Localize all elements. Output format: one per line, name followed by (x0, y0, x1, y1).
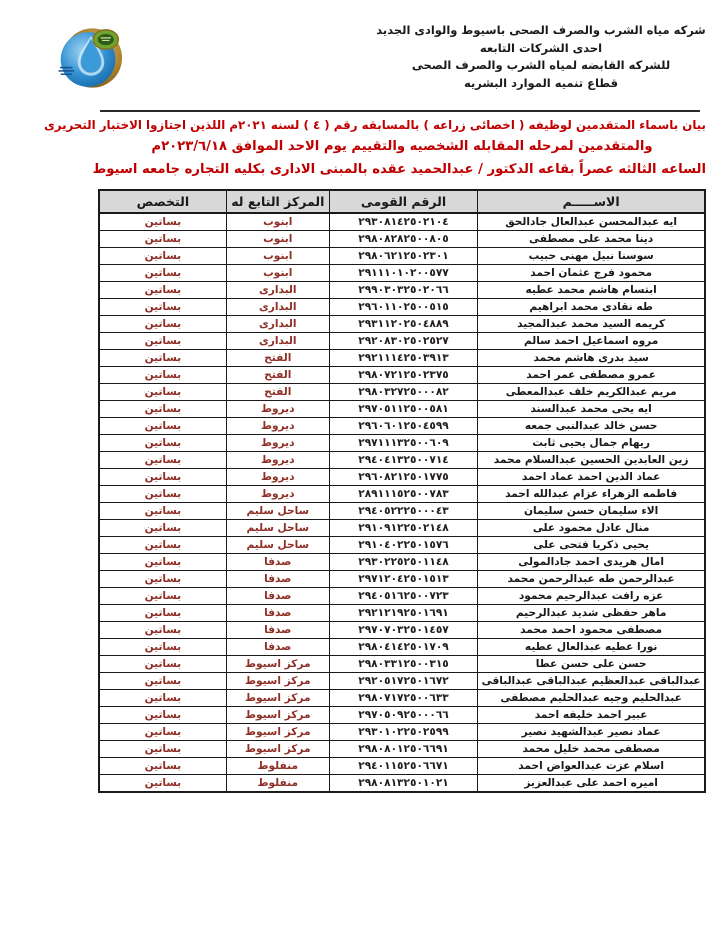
cell-specialization: بساتين (99, 469, 226, 486)
announcement-title-block (43, 115, 706, 181)
cell-name: فاطمه الزهراء عزام عبدالله احمد (478, 486, 705, 503)
cell-name: زين العابدين الحسين عبدالسلام محمد (478, 452, 705, 469)
cell-national-id: ٢٩٨٠٦٢١٢٥٠٢٣٠١ (329, 248, 477, 265)
column-header-national-id: الرقم القومى (329, 190, 477, 213)
cell-national-id: ٢٩٧١٢٠٤٢٥٠١٥١٣ (329, 571, 477, 588)
cell-national-id: ٢٩٢١٢١٩٢٥٠١٦٩١ (329, 605, 477, 622)
table-row (99, 384, 705, 401)
cell-center: ديروط (226, 452, 329, 469)
cell-center: مركز اسيوط (226, 656, 329, 673)
table-row (99, 520, 705, 537)
cell-specialization: بساتين (99, 758, 226, 775)
table-row (99, 588, 705, 605)
cell-center: ديروط (226, 401, 329, 418)
cell-name: الاء سليمان حسن سليمان (478, 503, 705, 520)
cell-national-id: ٢٩٣٠٨١٤٢٥٠٢١٠٤ (329, 213, 477, 231)
cell-name: نورا عطيه عبدالعال عطيه (478, 639, 705, 656)
cell-specialization: بساتين (99, 452, 226, 469)
cell-specialization: بساتين (99, 384, 226, 401)
cell-national-id: ٢٩٧٠٥٠٩٢٥٠٠٠٦٦ (329, 707, 477, 724)
cell-center: البدارى (226, 333, 329, 350)
applicants-table-body (99, 213, 705, 792)
header-row (99, 190, 705, 213)
table-row (99, 605, 705, 622)
table-row (99, 435, 705, 452)
cell-specialization: بساتين (99, 571, 226, 588)
cell-name: عمرو مصطفى عمر احمد (478, 367, 705, 384)
cell-center: مركز اسيوط (226, 707, 329, 724)
cell-specialization: بساتين (99, 707, 226, 724)
cell-center: صدفا (226, 605, 329, 622)
cell-center: صدفا (226, 554, 329, 571)
cell-name: دينا محمد على مصطفى (478, 231, 705, 248)
cell-national-id: ٢٩٣١١٢٠٢٥٠٤٨٨٩ (329, 316, 477, 333)
cell-name: مريم عبدالكريم خلف عبدالمعطى (478, 384, 705, 401)
cell-national-id: ٢٩٣٠١٠٢٢٥٠٢٥٩٩ (329, 724, 477, 741)
cell-name: اميره احمد على عبدالعزيز (478, 775, 705, 793)
column-header-specialization: التخصص (99, 190, 226, 213)
cell-name: ريهام جمال يحيى ثابت (478, 435, 705, 452)
table-row (99, 775, 705, 793)
cell-name: عبدالحليم وجيه عبدالحليم مصطفى (478, 690, 705, 707)
cell-specialization: بساتين (99, 690, 226, 707)
cell-name: مروه اسماعيل احمد سالم (478, 333, 705, 350)
header-divider-line (100, 110, 700, 112)
cell-specialization: بساتين (99, 537, 226, 554)
cell-specialization: بساتين (99, 299, 226, 316)
cell-national-id: ٢٩٦٠٦٠١٢٥٠٤٥٩٩ (329, 418, 477, 435)
table-row (99, 571, 705, 588)
table-row (99, 503, 705, 520)
cell-national-id: ٢٩٧١١١٣٢٥٠٠٦٠٩ (329, 435, 477, 452)
table-row (99, 213, 705, 231)
table-row (99, 690, 705, 707)
cell-name: عبير احمد خليفه احمد (478, 707, 705, 724)
cell-center: ديروط (226, 469, 329, 486)
cell-national-id: ٢٩٨٠٣٢٧٢٥٠٠٠٨٢ (329, 384, 477, 401)
table-row (99, 452, 705, 469)
table-row (99, 231, 705, 248)
table-row (99, 248, 705, 265)
cell-name: امال هريدى احمد جادالمولى (478, 554, 705, 571)
cell-name: منال عادل محمود على (478, 520, 705, 537)
cell-name: حسن على حسن عطا (478, 656, 705, 673)
cell-name: سوسنا نبيل مهنى حبيب (478, 248, 705, 265)
cell-specialization: بساتين (99, 418, 226, 435)
cell-specialization: بساتين (99, 213, 226, 231)
cell-specialization: بساتين (99, 554, 226, 571)
cell-national-id: ٢٩١٠٤٠٢٢٥٠١٥٧٦ (329, 537, 477, 554)
cell-national-id: ٢٩١١١٠١٠٢٠٠٥٧٧ (329, 265, 477, 282)
table-row (99, 316, 705, 333)
cell-specialization: بساتين (99, 503, 226, 520)
cell-center: ابنوب (226, 265, 329, 282)
cell-national-id: ٢٩١٠٩١٢٢٥٠٢١٤٨ (329, 520, 477, 537)
cell-name: طه نقادى محمد ابراهيم (478, 299, 705, 316)
table-row (99, 537, 705, 554)
cell-specialization: بساتين (99, 435, 226, 452)
announcement-line-2: والمتقدمين لمرحله المقابله الشخصيه والتقييم يوم الاحد الموافق ٢٠٢٣/٦/١٨م (151, 139, 653, 154)
cell-name: ماهر حفظى شديد عبدالرحيم (478, 605, 705, 622)
cell-center: ساحل سليم (226, 520, 329, 537)
cell-national-id: ٢٩٤٠٥٢٢٢٥٠٠٠٤٣ (329, 503, 477, 520)
table-row (99, 265, 705, 282)
cell-name: اسلام عزت عبدالعواض احمد (478, 758, 705, 775)
table-row (99, 724, 705, 741)
column-header-name: الاســـــم (478, 190, 705, 213)
table-row (99, 741, 705, 758)
cell-center: صدفا (226, 622, 329, 639)
cell-national-id: ٢٩٨٠٤١٤٢٥٠١٧٠٩ (329, 639, 477, 656)
cell-national-id: ٢٨٩١١١٥٢٥٠٠٧٨٣ (329, 486, 477, 503)
cell-center: الفتح (226, 350, 329, 367)
table-row (99, 367, 705, 384)
cell-specialization: بساتين (99, 248, 226, 265)
cell-center: البدارى (226, 282, 329, 299)
announcement-line-1: بيان باسماء المتقدمين لوظيفه ( اخصائى زراعه ) بالمسابقه رقم ( ٤ ) لسنه ٢٠٢١م اللذين اجتازوا الاختبار التحريرى (43, 118, 706, 132)
cell-national-id: ٢٩٨٠٣٣١٢٥٠٠٣١٥ (329, 656, 477, 673)
cell-center: ساحل سليم (226, 537, 329, 554)
announcement-line-3: الساعه الثالثه عصراً بقاعه الدكتور / عبدالحميد عقده بالمبنى الادارى بكليه التجاره جامعه اسيوط (92, 162, 706, 177)
cell-center: ديروط (226, 435, 329, 452)
table-row (99, 469, 705, 486)
table-row (99, 554, 705, 571)
cell-name: عزه رافت عبدالرحيم محمود (478, 588, 705, 605)
cell-specialization: بساتين (99, 367, 226, 384)
table-row (99, 333, 705, 350)
table-row (99, 486, 705, 503)
table-row (99, 418, 705, 435)
cell-center: ابنوب (226, 248, 329, 265)
cell-center: مركز اسيوط (226, 724, 329, 741)
hr-sector-line: قطاع تنميه الموارد البشريه (463, 75, 619, 90)
cell-center: الفتح (226, 384, 329, 401)
cell-specialization: بساتين (99, 520, 226, 537)
cell-name: ابتسام هاشم محمد عطيه (478, 282, 705, 299)
applicants-table (98, 189, 706, 793)
cell-national-id: ٢٩٢٠٥١٧٢٥٠١٦٧٢ (329, 673, 477, 690)
applicants-table-header (99, 190, 705, 213)
cell-national-id: ٢٩٢٠٨٣٠٢٥٠٢٥٢٧ (329, 333, 477, 350)
cell-national-id: ٢٩٤٠٤١٣٢٥٠٠٧١٤ (329, 452, 477, 469)
cell-name: عماد الدين احمد عماد احمد (478, 469, 705, 486)
cell-name: مصطفى محمد خليل محمد (478, 741, 705, 758)
cell-name: سيد بدرى هاشم محمد (478, 350, 705, 367)
company-subsidiary-line: احدى الشركات التابعه (479, 40, 603, 55)
cell-national-id: ٢٩٨٠٨٢٨٢٥٠٠٨٠٥ (329, 231, 477, 248)
cell-national-id: ٢٩٨٠٧٢١٢٥٠٢٣٧٥ (329, 367, 477, 384)
cell-center: ساحل سليم (226, 503, 329, 520)
cell-center: ابنوب (226, 231, 329, 248)
cell-specialization: بساتين (99, 231, 226, 248)
cell-center: صدفا (226, 571, 329, 588)
table-row (99, 758, 705, 775)
cell-national-id: ٢٩٤٠٥١٦٢٥٠٠٧٢٣ (329, 588, 477, 605)
table-row (99, 622, 705, 639)
cell-center: مركز اسيوط (226, 690, 329, 707)
cell-center: ديروط (226, 486, 329, 503)
cell-national-id: ٢٩٨٠٨١٣٢٥٠١٠٢١ (329, 775, 477, 793)
cell-center: مركز اسيوط (226, 741, 329, 758)
cell-center: الفتح (226, 367, 329, 384)
cell-national-id: ٢٩٣٠٢٢٥٢٥٠١١٤٨ (329, 554, 477, 571)
table-row (99, 673, 705, 690)
cell-name: عبدالباقى عبدالعظيم عبدالباقى عبدالباقى (478, 673, 705, 690)
table-row (99, 350, 705, 367)
cell-national-id: ٢٩٧٠٧٠٣٢٥٠١٤٥٧ (329, 622, 477, 639)
cell-national-id: ٢٩٦٠١١٠٢٥٠٠٥١٥ (329, 299, 477, 316)
table-row (99, 639, 705, 656)
cell-national-id: ٢٩٨٠٧١٧٢٥٠٠٦٣٣ (329, 690, 477, 707)
table-row (99, 282, 705, 299)
cell-specialization: بساتين (99, 724, 226, 741)
cell-name: كريمه السيد محمد عبدالمجيد (478, 316, 705, 333)
cell-specialization: بساتين (99, 350, 226, 367)
cell-name: عماد نصير عبدالشهيد نصير (478, 724, 705, 741)
cell-national-id: ٢٩٨٠٨٠١٢٥٠٦٦٩١ (329, 741, 477, 758)
cell-center: البدارى (226, 316, 329, 333)
table-row (99, 401, 705, 418)
cell-national-id: ٢٩٢١١١٤٢٥٠٣٩١٣ (329, 350, 477, 367)
cell-specialization: بساتين (99, 588, 226, 605)
cell-name: عبدالرحمن طه عبدالرحمن محمد (478, 571, 705, 588)
cell-specialization: بساتين (99, 486, 226, 503)
cell-specialization: بساتين (99, 333, 226, 350)
cell-specialization: بساتين (99, 673, 226, 690)
cell-specialization: بساتين (99, 316, 226, 333)
water-company-logo-icon (54, 24, 128, 92)
cell-national-id: ٢٩٩٠٣٠٣٢٥٠٢٠٦٦ (329, 282, 477, 299)
cell-specialization: بساتين (99, 639, 226, 656)
cell-name: يحيى ذكريا فتحى على (478, 537, 705, 554)
cell-center: مركز اسيوط (226, 673, 329, 690)
table-row (99, 707, 705, 724)
cell-center: صدفا (226, 588, 329, 605)
cell-center: ابنوب (226, 213, 329, 231)
table-row (99, 656, 705, 673)
cell-center: منفلوط (226, 758, 329, 775)
cell-specialization: بساتين (99, 605, 226, 622)
cell-specialization: بساتين (99, 282, 226, 299)
table-row (99, 299, 705, 316)
cell-name: ايه يحى محمد عبدالسند (478, 401, 705, 418)
cell-center: البدارى (226, 299, 329, 316)
cell-specialization: بساتين (99, 775, 226, 793)
cell-specialization: بساتين (99, 265, 226, 282)
cell-specialization: بساتين (99, 622, 226, 639)
cell-national-id: ٢٩٦٠٨٢١٢٥٠١٧٧٥ (329, 469, 477, 486)
cell-center: ديروط (226, 418, 329, 435)
cell-name: مصطفى محمود احمد محمد (478, 622, 705, 639)
cell-specialization: بساتين (99, 656, 226, 673)
cell-national-id: ٢٩٤٠١١٥٢٥٠٦٦٧١ (329, 758, 477, 775)
letterhead-company-block (376, 22, 706, 92)
cell-name: محمود فرج عثمان احمد (478, 265, 705, 282)
cell-specialization: بساتين (99, 401, 226, 418)
cell-national-id: ٢٩٧٠٥١١٢٥٠٠٥٨١ (329, 401, 477, 418)
cell-name: حسن خالد عبدالنبى جمعه (478, 418, 705, 435)
cell-center: منفلوط (226, 775, 329, 793)
cell-specialization: بساتين (99, 741, 226, 758)
column-header-center: المركز التابع له (226, 190, 329, 213)
holding-company-line: للشركه القابضه لمياه الشرب والصرف الصحى (411, 58, 671, 72)
cell-name: ايه عبدالمحسن عبدالعال جادالحق (478, 213, 705, 231)
cell-center: صدفا (226, 639, 329, 656)
company-name-line: شركه مياه الشرب والصرف الصحى باسيوط والوادى الجديد (376, 23, 706, 37)
